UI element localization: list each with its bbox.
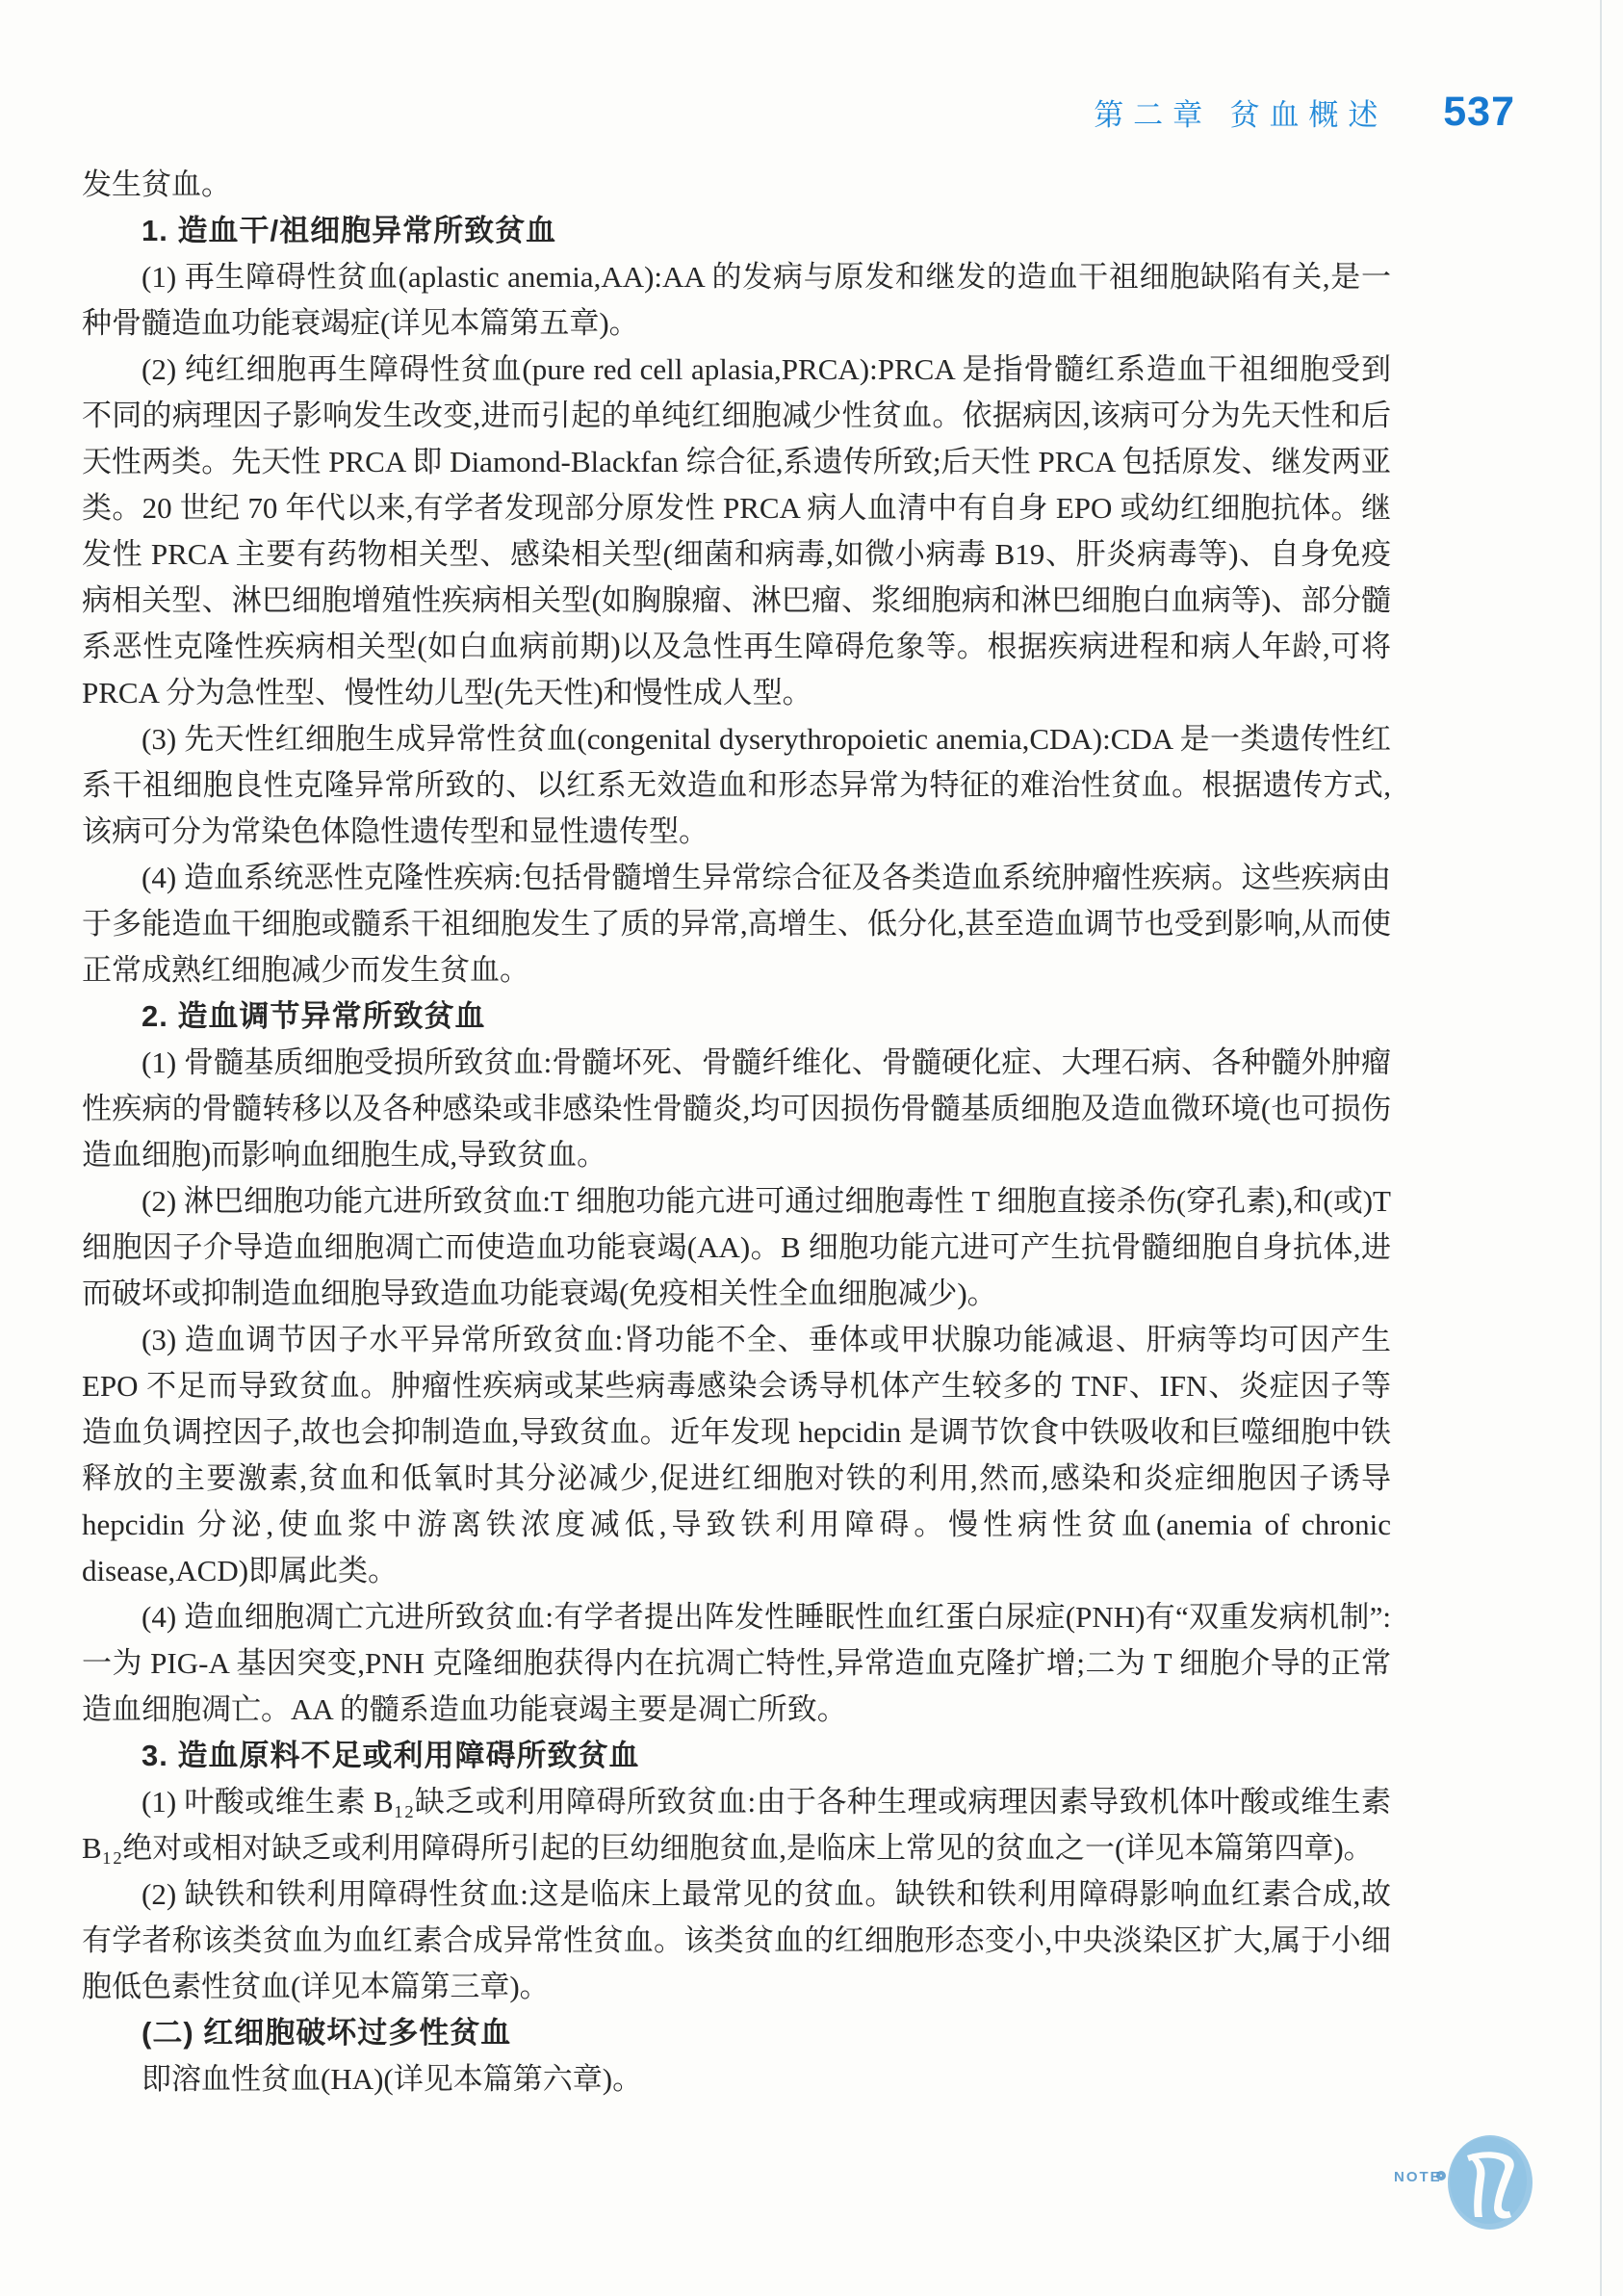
paragraph: (3) 造血调节因子水平异常所致贫血:肾功能不全、垂体或甲状腺功能减退、肝病等均可因产生 EPO 不足而导致贫血。肿瘤性疾病或某些病毒感染会诱导机体产生较多的 TNF、IFN、炎症因子等造血负调控因子,故也会抑制造血,导致贫血。近年发现 hepcidin 是调节饮食中铁吸收和巨噬细胞中铁释放的主要激素,贫血和低氧时其分泌减少,促进红细胞对铁的利用,然而,感染和炎症细胞因子诱导 hepcidin 分泌,使血浆中游离铁浓度减低,导致铁利用障碍。慢性病性贫血(anemia of chronic disease,ACD)即属此类。 <box>82 1323 1391 1587</box>
paragraph: (1) 骨髓基质细胞受损所致贫血:骨髓坏死、骨髓纤维化、骨髓硬化症、大理石病、各种髓外肿瘤性疾病的骨髓转移以及各种感染或非感染性骨髓炎,均可因损伤骨髓基质细胞及造血微环境(也可损伤造血细胞)而影响血细胞生成,导致贫血。 <box>82 1045 1391 1172</box>
page-number: 537 <box>1443 89 1515 135</box>
paragraph: (3) 先天性红细胞生成异常性贫血(congenital dyserythropoietic anemia,CDA):CDA 是一类遗传性红系干祖细胞良性克隆异常所致的、以红系无效造血和形态异常为特征的难治性贫血。根据遗传方式,该病可分为常染色体隐性遗传型和显性遗传型。 <box>82 722 1391 848</box>
paragraph: (2) 缺铁和铁利用障碍性贫血:这是临床上最常见的贫血。缺铁和铁利用障碍影响血红素合成,故有学者称该类贫血为血红素合成异常性贫血。该类贫血的红细胞形态变小,中央淡染区扩大,属于小细胞低色素性贫血(详见本篇第三章)。 <box>82 1877 1391 2003</box>
paragraph: 发生贫血。 <box>82 168 231 201</box>
page-header <box>82 89 1515 136</box>
page-body <box>82 162 1391 2103</box>
section-heading: 1. 造血干/祖细胞异常所致贫血 <box>142 214 557 247</box>
paragraph: (4) 造血系统恶性克隆性疾病:包括骨髓增生异常综合征及各类造血系统肿瘤性疾病。这些疾病由于多能造血干细胞或髓系干祖细胞发生了质的异常,高增生、低分化,甚至造血调节也受到影响,从而使正常成熟红细胞减少而发生贫血。 <box>82 861 1391 987</box>
paragraph: 即溶血性贫血(HA)(详见本篇第六章)。 <box>142 2062 643 2096</box>
section-heading: 3. 造血原料不足或利用障碍所致贫血 <box>142 1739 640 1772</box>
note-label: NOTE <box>1394 2169 1442 2185</box>
paragraph: (1) 再生障碍性贫血(aplastic anemia,AA):AA 的发病与原发和继发的造血干祖细胞缺陷有关,是一种骨髓造血功能衰竭症(详见本篇第五章)。 <box>82 260 1391 340</box>
paragraph: (1) 叶酸或维生素 B₁₂缺乏或利用障碍所致贫血:由于各种生理或病理因素导致机体叶酸或维生素 B₁₂绝对或相对缺乏或利用障碍所引起的巨幼细胞贫血,是临床上常见的贫血之一(详见本篇第四章)。 <box>82 1785 1391 1865</box>
chapter-title: 第二章 贫血概述 <box>1094 98 1388 132</box>
seal-icon <box>1444 2132 1536 2232</box>
paragraph: (2) 纯红细胞再生障碍性贫血(pure red cell aplasia,PRCA):PRCA 是指骨髓红系造血干祖细胞受到不同的病理因子影响发生改变,进而引起的单纯红细胞减少性贫血。依据病因,该病可分为先天性和后天性两类。先天性 PRCA 即 Diamond-Blackfan 综合征,系遗传所致;后天性 PRCA 包括原发、继发两亚类。20 世纪 70 年代以来,有学者发现部分原发性 PRCA 病人血清中有自身 EPO 或幼红细胞抗体。继发性 PRCA 主要有药物相关型、感染相关型(细菌和病毒,如微小病毒 B19、肝炎病毒等)、自身免疫病相关型、淋巴细胞增殖性疾病相关型(如胸腺瘤、淋巴瘤、浆细胞病和淋巴细胞白血病等)、部分髓系恶性克隆性疾病相关型(如白血病前期)以及急性再生障碍危象等。根据疾病进程和病人年龄,可将 PRCA 分为急性型、慢性幼儿型(先天性)和慢性成人型。 <box>82 352 1391 709</box>
note-stamp <box>1394 2132 1538 2238</box>
page-edge-line <box>1600 0 1602 2296</box>
section-heading: (二) 红细胞破坏过多性贫血 <box>142 2016 512 2050</box>
section-heading: 2. 造血调节异常所致贫血 <box>142 999 486 1033</box>
paragraph: (2) 淋巴细胞功能亢进所致贫血:T 细胞功能亢进可通过细胞毒性 T 细胞直接杀伤(穿孔素),和(或)T 细胞因子介导造血细胞凋亡而使造血功能衰竭(AA)。B 细胞功能亢进可产生抗骨髓细胞自身抗体,进而破坏或抑制造血细胞导致造血功能衰竭(免疫相关性全血细胞减少)。 <box>82 1184 1391 1310</box>
paragraph: (4) 造血细胞凋亡亢进所致贫血:有学者提出阵发性睡眠性血红蛋白尿症(PNH)有“双重发病机制”:一为 PIG-A 基因突变,PNH 克隆细胞获得内在抗凋亡特性,异常造血克隆扩增;二为 T 细胞介导的正常造血细胞凋亡。AA 的髓系造血功能衰竭主要是凋亡所致。 <box>82 1600 1391 1726</box>
